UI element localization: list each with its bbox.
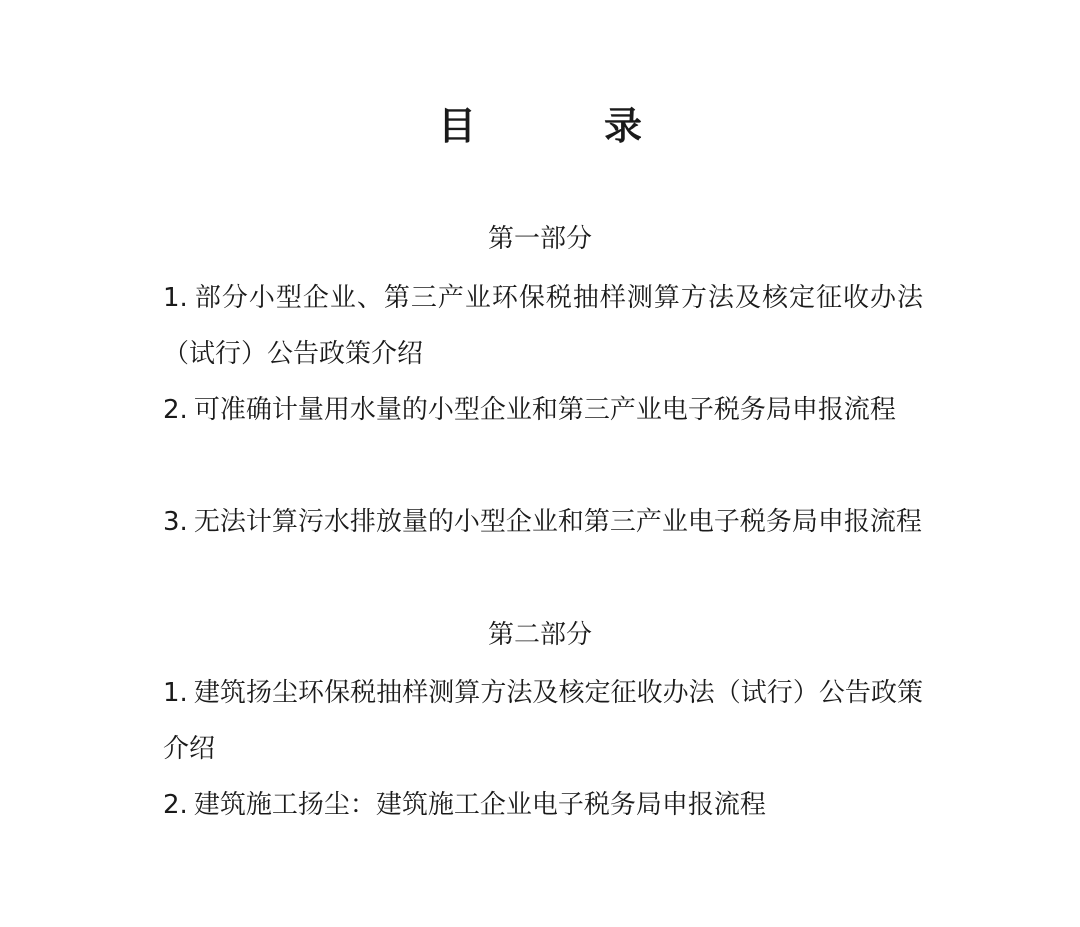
item-number: 1. [163,678,188,708]
item-number: 2. [163,790,188,820]
item-number: 1. [163,283,188,313]
toc-title [0,98,1080,154]
part-two-heading: 第二部分 [487,620,592,650]
item-text: 可准确计量用水量的小型企业和第三产业电子税务局申报流程 [193,395,896,425]
part-one-item-3 [163,494,923,550]
item-text: 建筑扬尘环保税抽样测算方法及核定征收办法（试行）公告政策介绍 [163,678,923,764]
part-one-item-1 [163,270,923,382]
item-text: 部分小型企业、第三产业环保税抽样测算方法及核定征收办法（试行）公告政策介绍 [163,283,923,369]
item-number: 3. [163,507,188,537]
part-one-item-2 [163,382,923,438]
part-two-item-2 [163,777,923,833]
item-number: 2. [163,395,188,425]
item-text: 无法计算污水排放量的小型企业和第三产业电子税务局申报流程 [193,507,922,537]
part-one-heading: 第一部分 [487,224,592,254]
item-text: 建筑施工扬尘：建筑施工企业电子税务局申报流程 [193,790,766,820]
toc-title-right: 录 [604,103,643,148]
toc-title-left: 目 [437,103,476,148]
part-two-item-1 [163,665,923,777]
